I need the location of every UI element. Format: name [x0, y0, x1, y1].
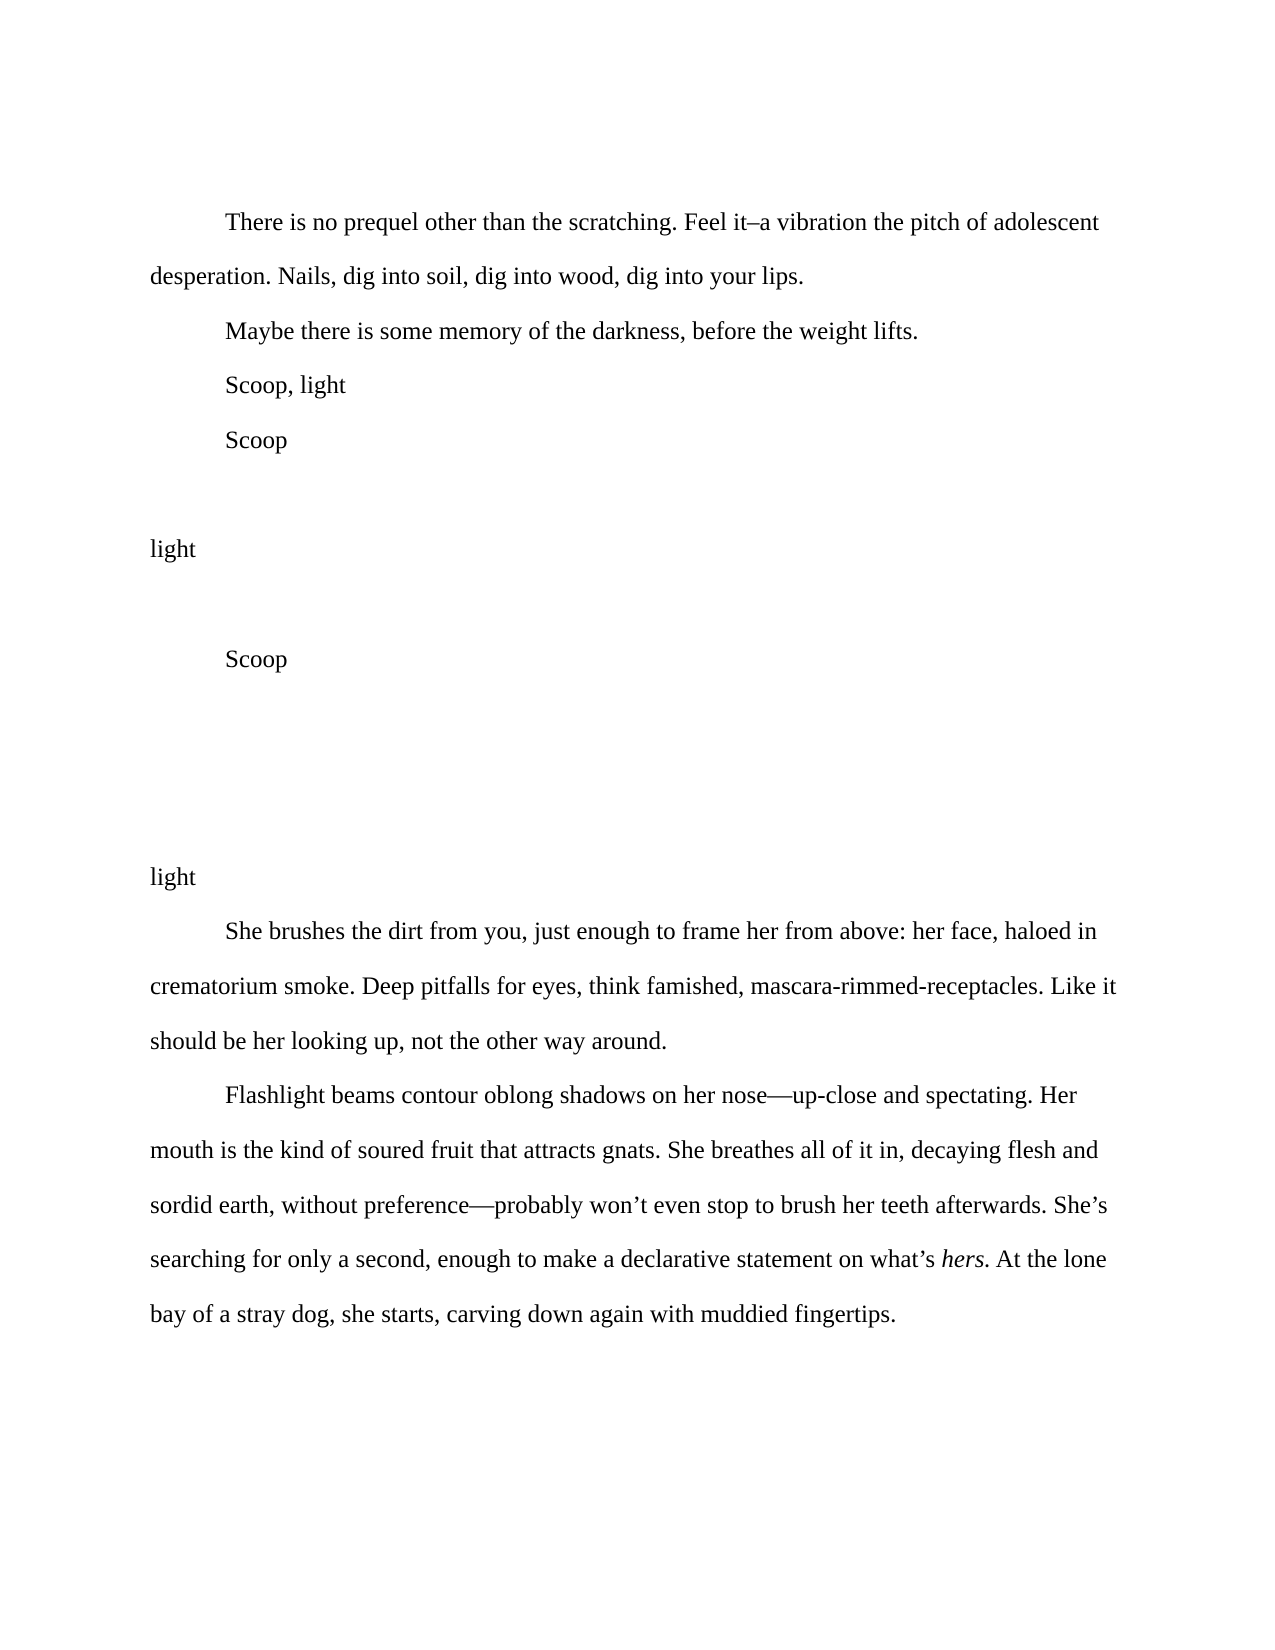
text-line: desperation. Nails, dig into soil, dig into wood, dig into your lips. [150, 263, 805, 290]
text-line [150, 1231, 1107, 1288]
text-line: There is no prequel other than the scratching. Feel it–a vibration the pitch of adolescent [225, 209, 1100, 236]
text-line: should be her looking up, not the other way around. [150, 1028, 668, 1055]
text-line: bay of a stray dog, she starts, carving down again with muddied fingertips. [150, 1301, 897, 1328]
text-line: mouth is the kind of soured fruit that attracts gnats. She breathes all of it in, decaying flesh and [150, 1137, 1099, 1164]
text-line: Flashlight beams contour oblong shadows on her nose—up-close and spectating. Her [225, 1082, 1077, 1109]
italic-emphasis: hers. [941, 1246, 991, 1273]
text-line: sordid earth, without preference—probably won’t even stop to brush her teeth afterwards. She’s [150, 1192, 1108, 1219]
text-line: light [150, 536, 196, 563]
text-line: Scoop [225, 427, 288, 454]
text-run: At the lone [990, 1246, 1107, 1273]
text-line: crematorium smoke. Deep pitfalls for eyes, think famished, mascara-rimmed-receptacles. Like it [150, 973, 1117, 1000]
text-line: Scoop, light [225, 372, 346, 399]
text-run: searching for only a second, enough to make a declarative statement on what’s [150, 1246, 942, 1273]
text-line: Maybe there is some memory of the darkness, before the weight lifts. [225, 318, 919, 345]
text-line: She brushes the dirt from you, just enough to frame her from above: her face, haloed in [225, 918, 1097, 945]
text-line: light [150, 864, 196, 891]
text-line: Scoop [225, 646, 288, 673]
